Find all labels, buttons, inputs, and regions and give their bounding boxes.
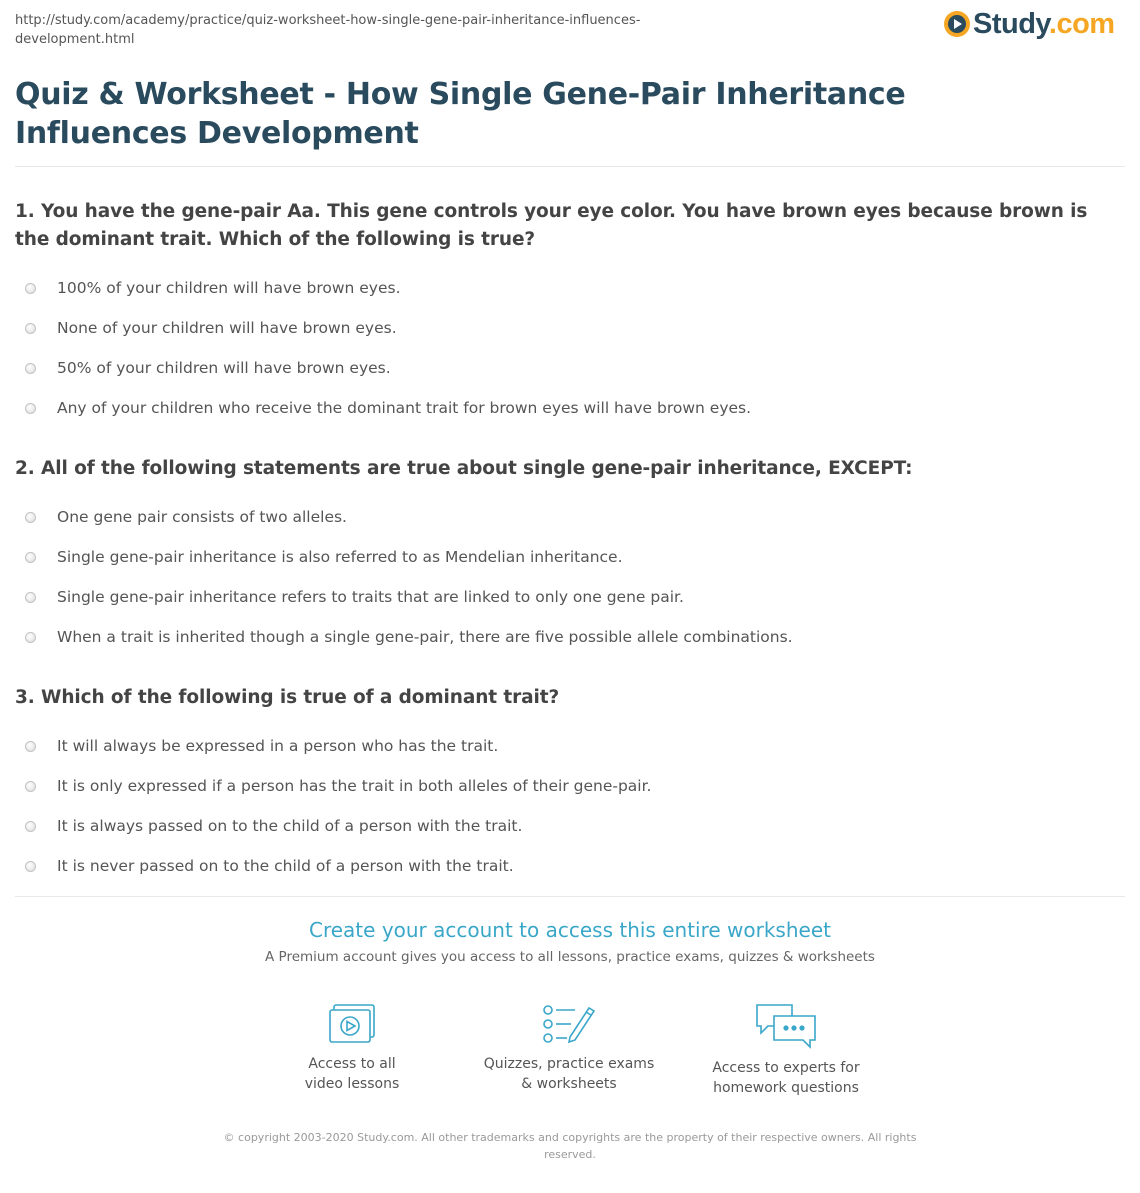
answer-option[interactable] [15, 806, 1125, 846]
answer-label: Any of your children who receive the dominant trait for brown eyes will have brown eyes. [57, 399, 752, 417]
answer-label: When a trait is inherited though a single gene-pair, there are five possible allele combinations. [57, 628, 793, 646]
cta-subtitle: A Premium account gives you access to all lessons, practice exams, quizzes & worksheets [265, 949, 875, 965]
feature-label: Access to experts for homework questions [712, 1060, 860, 1096]
feature-quizzes [469, 1002, 669, 1094]
quiz-checklist-icon [541, 1002, 597, 1046]
study-logo[interactable] [944, 6, 1115, 42]
question-text: 3. Which of the following is true of a dominant trait? [15, 687, 560, 708]
chat-bubbles-icon [754, 1002, 818, 1050]
answer-options [15, 726, 1125, 886]
copyright-footer: © copyright 2003-2020 Study.com. All other trademarks and copyrights are the property of their respective owners. All rights reserved. [223, 1131, 917, 1161]
feature-label: Access to all video lessons [304, 1056, 400, 1092]
answer-option[interactable] [15, 268, 1125, 308]
answer-option[interactable] [15, 726, 1125, 766]
answer-option[interactable] [15, 308, 1125, 348]
answer-options [15, 268, 1125, 428]
radio-button[interactable] [25, 592, 36, 603]
radio-button[interactable] [25, 741, 36, 752]
answer-option[interactable] [15, 766, 1125, 806]
page-title: Quiz & Worksheet - How Single Gene-Pair Inheritance Influences Development [15, 77, 906, 151]
radio-button[interactable] [25, 403, 36, 414]
answer-label: It is always passed on to the child of a person with the trait. [57, 817, 523, 835]
question-text: 1. You have the gene-pair Aa. This gene controls your eye color. You have brown eyes because brown is the dominant trait. Which of the following is true? [15, 201, 1088, 250]
answer-option[interactable] [15, 846, 1125, 886]
radio-button[interactable] [25, 512, 36, 523]
answer-label: It will always be expressed in a person who has the trait. [57, 737, 499, 755]
question-text: 2. All of the following statements are true about single gene-pair inheritance, EXCEPT: [15, 458, 913, 479]
answer-label: Single gene-pair inheritance refers to traits that are linked to only one gene pair. [57, 588, 684, 606]
create-account-link[interactable]: Create your account to access this entire worksheet [309, 918, 831, 942]
radio-button[interactable] [25, 781, 36, 792]
question-3 [15, 684, 1125, 886]
answer-label: 100% of your children will have brown eyes. [57, 279, 401, 297]
answer-option[interactable] [15, 497, 1125, 537]
play-logo-icon [944, 11, 970, 37]
feature-experts [686, 1002, 886, 1098]
answer-option[interactable] [15, 577, 1125, 617]
radio-button[interactable] [25, 821, 36, 832]
divider [15, 166, 1125, 167]
question-list [15, 198, 1125, 913]
radio-button[interactable] [25, 632, 36, 643]
answer-label: 50% of your children will have brown eyes. [57, 359, 391, 377]
answer-options [15, 497, 1125, 657]
answer-option[interactable] [15, 617, 1125, 657]
answer-option[interactable] [15, 348, 1125, 388]
radio-button[interactable] [25, 283, 36, 294]
answer-label: It is only expressed if a person has the trait in both alleles of their gene-pair. [57, 777, 652, 795]
answer-label: Single gene-pair inheritance is also referred to as Mendelian inheritance. [57, 548, 623, 566]
answer-option[interactable] [15, 388, 1125, 428]
premium-features [0, 1002, 1140, 1102]
feature-label: Quizzes, practice exams & worksheets [483, 1056, 655, 1092]
answer-label: None of your children will have brown eyes. [57, 319, 397, 337]
video-lessons-icon [326, 1002, 378, 1046]
answer-label: It is never passed on to the child of a person with the trait. [57, 857, 514, 875]
radio-button[interactable] [25, 552, 36, 563]
radio-button[interactable] [25, 363, 36, 374]
question-1 [15, 198, 1125, 428]
logo-text: Study.com [973, 7, 1115, 40]
answer-label: One gene pair consists of two alleles. [57, 508, 347, 526]
radio-button[interactable] [25, 861, 36, 872]
feature-video-lessons [252, 1002, 452, 1094]
radio-button[interactable] [25, 323, 36, 334]
divider [15, 896, 1125, 897]
page-url: http://study.com/academy/practice/quiz-worksheet-how-single-gene-pair-inheritance-influences-development.html [15, 13, 641, 47]
question-2 [15, 455, 1125, 657]
answer-option[interactable] [15, 537, 1125, 577]
